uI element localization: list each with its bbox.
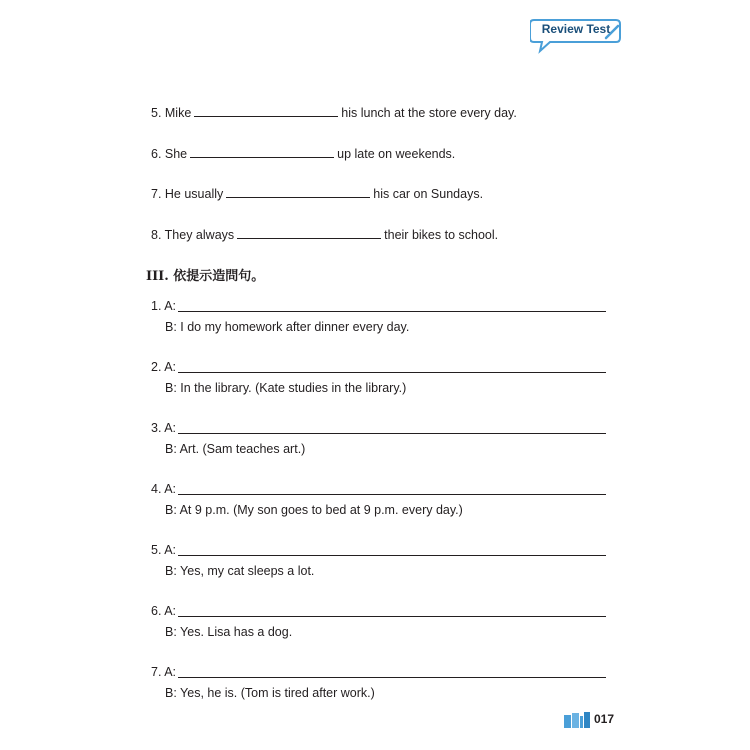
- section-title: III. 依提示造問句。: [146, 269, 265, 284]
- fill-item-prefix: 5. Mike: [151, 106, 192, 120]
- question-item: [151, 298, 611, 338]
- fill-item: [151, 227, 498, 243]
- question-a-label: 2. A:: [151, 360, 177, 374]
- question-item: [151, 359, 611, 399]
- answer-line[interactable]: [178, 494, 606, 495]
- answer-line[interactable]: [178, 616, 606, 617]
- fill-item: [151, 146, 455, 162]
- answer-line[interactable]: [178, 433, 606, 434]
- answer-blank[interactable]: [194, 105, 338, 117]
- question-a-label: 1. A:: [151, 299, 177, 313]
- book-icon: [564, 712, 592, 728]
- answer-line[interactable]: [178, 372, 606, 373]
- fill-item-prefix: 7. He usually: [151, 187, 224, 201]
- question-a-label: 3. A:: [151, 421, 177, 435]
- fill-item-prefix: 6. She: [151, 147, 188, 161]
- fill-item-suffix: their bikes to school.: [384, 228, 499, 242]
- question-a-label: 6. A:: [151, 604, 177, 618]
- question-item: [151, 481, 611, 521]
- page-number: 017: [594, 712, 615, 726]
- fill-item-suffix: his car on Sundays.: [373, 187, 484, 201]
- answer-blank[interactable]: [226, 186, 370, 198]
- answer-blank[interactable]: [237, 227, 381, 239]
- review-test-badge: [530, 18, 622, 54]
- question-item: [151, 664, 611, 704]
- response-b-text: B: Art. (Sam teaches art.): [165, 442, 306, 456]
- response-b-text: B: In the library. (Kate studies in the library.): [165, 381, 407, 395]
- response-b-text: B: Yes, he is. (Tom is tired after work.): [165, 686, 375, 700]
- answer-line[interactable]: [178, 311, 606, 312]
- question-a-label: 7. A:: [151, 665, 177, 679]
- answer-blank[interactable]: [190, 146, 334, 158]
- question-item: [151, 542, 611, 582]
- response-b-text: B: I do my homework after dinner every day.: [165, 320, 410, 334]
- fill-item-suffix: his lunch at the store every day.: [341, 106, 517, 120]
- question-a-label: 5. A:: [151, 543, 177, 557]
- question-item: [151, 603, 611, 643]
- answer-line[interactable]: [178, 677, 606, 678]
- question-item: [151, 420, 611, 460]
- response-b-text: B: At 9 p.m. (My son goes to bed at 9 p.m. every day.): [165, 503, 463, 517]
- answer-line[interactable]: [178, 555, 606, 556]
- fill-item-suffix: up late on weekends.: [337, 147, 456, 161]
- badge-label: Review Test: [541, 22, 611, 36]
- response-b-text: B: Yes. Lisa has a dog.: [165, 625, 293, 639]
- fill-item-prefix: 8. They always: [151, 228, 235, 242]
- fill-item: [151, 105, 517, 121]
- response-b-text: B: Yes, my cat sleeps a lot.: [165, 564, 315, 578]
- question-a-label: 4. A:: [151, 482, 177, 496]
- fill-item: [151, 186, 483, 202]
